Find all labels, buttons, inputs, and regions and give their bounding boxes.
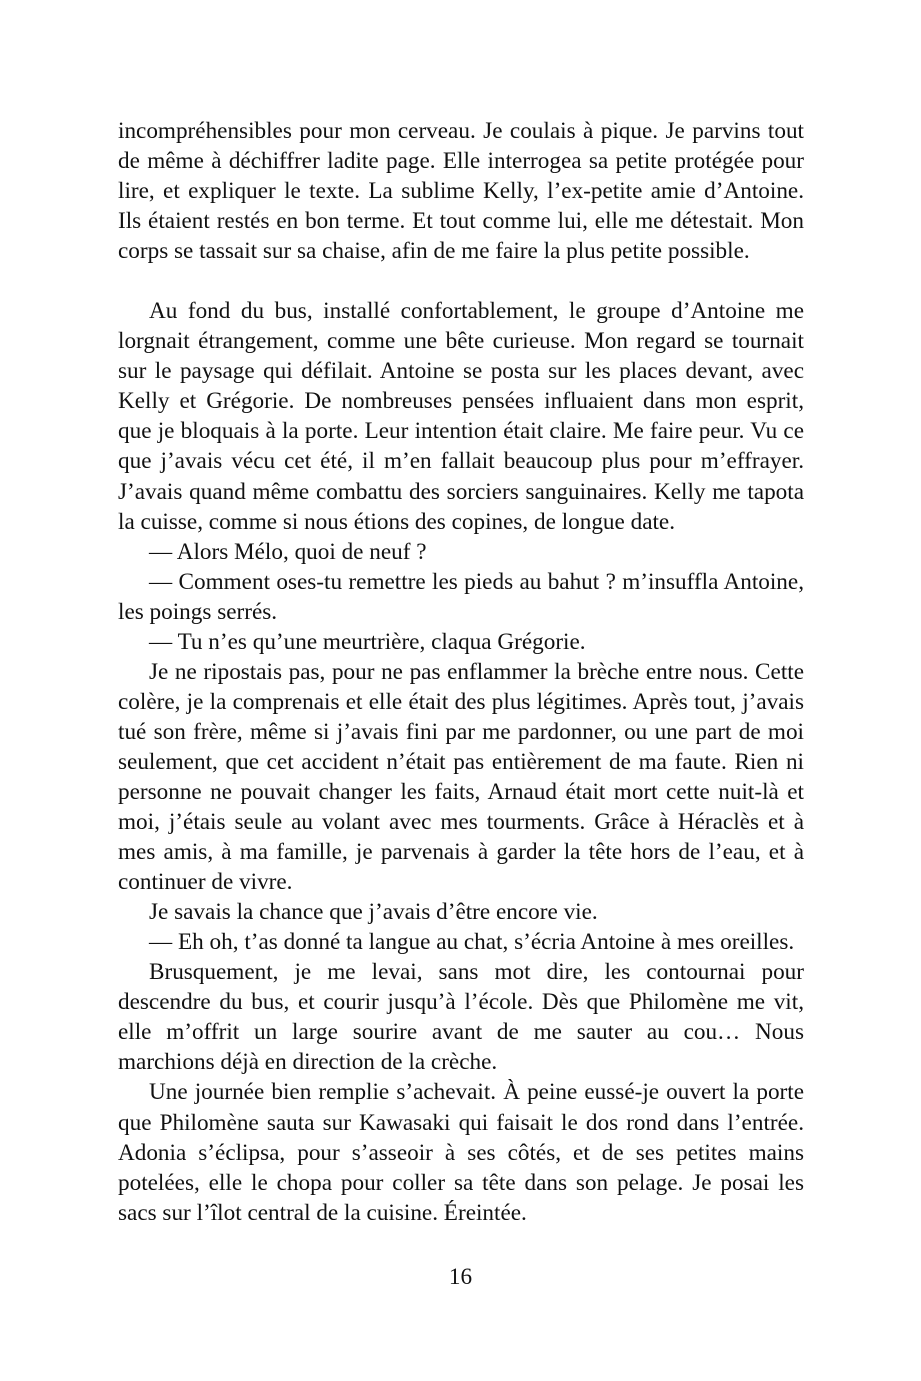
paragraph-bus: Au fond du bus, installé confortablement, le groupe d’Antoine me lorgnait étrangement, comme une bête curieuse. Mon regard se tournait sur le paysage qui défilait. Antoine se posta sur les places devant, avec Kelly et Grégorie. De nombreuses pensées influaient dans mon esprit, que je bloquais à la porte. Leur intention était claire. Me faire peur. Vu ce que j’avais vécu cet été, il m’en fallait beaucoup plus pour m’effrayer. J’avais quand même combattu des sorciers sanguinaires. Kelly me tapota la cuisse, comme si nous étions des copines, de longue date. bbox=[118, 298, 804, 535]
paragraph-chance: Je savais la chance que j’avais d’être encore vie. bbox=[149, 899, 598, 926]
page-body-text bbox=[118, 116, 804, 1228]
paragraph-leaving-bus: Brusquement, je me levai, sans mot dire, les contournai pour descendre du bus, et courir jusqu’à l’école. Dès que Philomène me vit, elle m’offrit un large sourire avant de me sauter au cou… Nous marchions déjà en direction de la crèche. bbox=[118, 959, 804, 1076]
dialogue-line-antoine: — Comment oses-tu remettre les pieds au bahut ? m’insuffla Antoine, les poings serrés. bbox=[118, 568, 804, 625]
section-break bbox=[118, 266, 804, 296]
dialogue-line-gregorie: — Tu n’es qu’une meurtrière, claqua Grégorie. bbox=[149, 628, 586, 655]
dialogue-line-antoine-2: — Eh oh, t’as donné ta langue au chat, s’écria Antoine à mes oreilles. bbox=[149, 929, 795, 956]
page-number: 16 bbox=[448, 1264, 473, 1290]
dialogue-line-kelly: — Alors Mélo, quoi de neuf ? bbox=[149, 538, 427, 565]
paragraph-anger: Je ne ripostais pas, pour ne pas enflammer la brèche entre nous. Cette colère, je la comprenais et elle était des plus légitimes. Après tout, j’avais tué son frère, même si j’avais fini par me pardonner, ou une part de moi seulement, que cet accident n’était pas entièrement de ma faute. Rien ni personne ne pouvait changer les faits, Arnaud était mort cette nuit-là et moi, j’étais seule au volant avec mes tourments. Grâce à Héraclès et à mes amis, à ma famille, je parvenais à garder la tête hors de l’eau, et à continuer de vivre. bbox=[118, 658, 804, 896]
paragraph-continuation: incompréhensibles pour mon cerveau. Je coulais à pique. Je parvins tout de même à déchiffrer ladite page. Elle interrogea sa petite protégée pour lire, et expliquer le texte. La sublime Kelly, l’ex-petite amie d’Antoine. Ils étaient restés en bon terme. Et tout comme lui, elle me détestait. Mon corps se tassait sur sa chaise, afin de me faire la plus petite possible. bbox=[118, 118, 804, 265]
paragraph-evening: Une journée bien remplie s’achevait. À peine eussé-je ouvert la porte que Philomène sauta sur Kawasaki qui faisait le dos rond dans l’entrée. Adonia s’éclipsa, pour s’asseoir à ses côtés, et de ses petites mains potelées, elle le chopa pour coller sa tête dans son pelage. Je posai les sacs sur l’îlot central de la cuisine. Éreintée. bbox=[118, 1079, 804, 1226]
